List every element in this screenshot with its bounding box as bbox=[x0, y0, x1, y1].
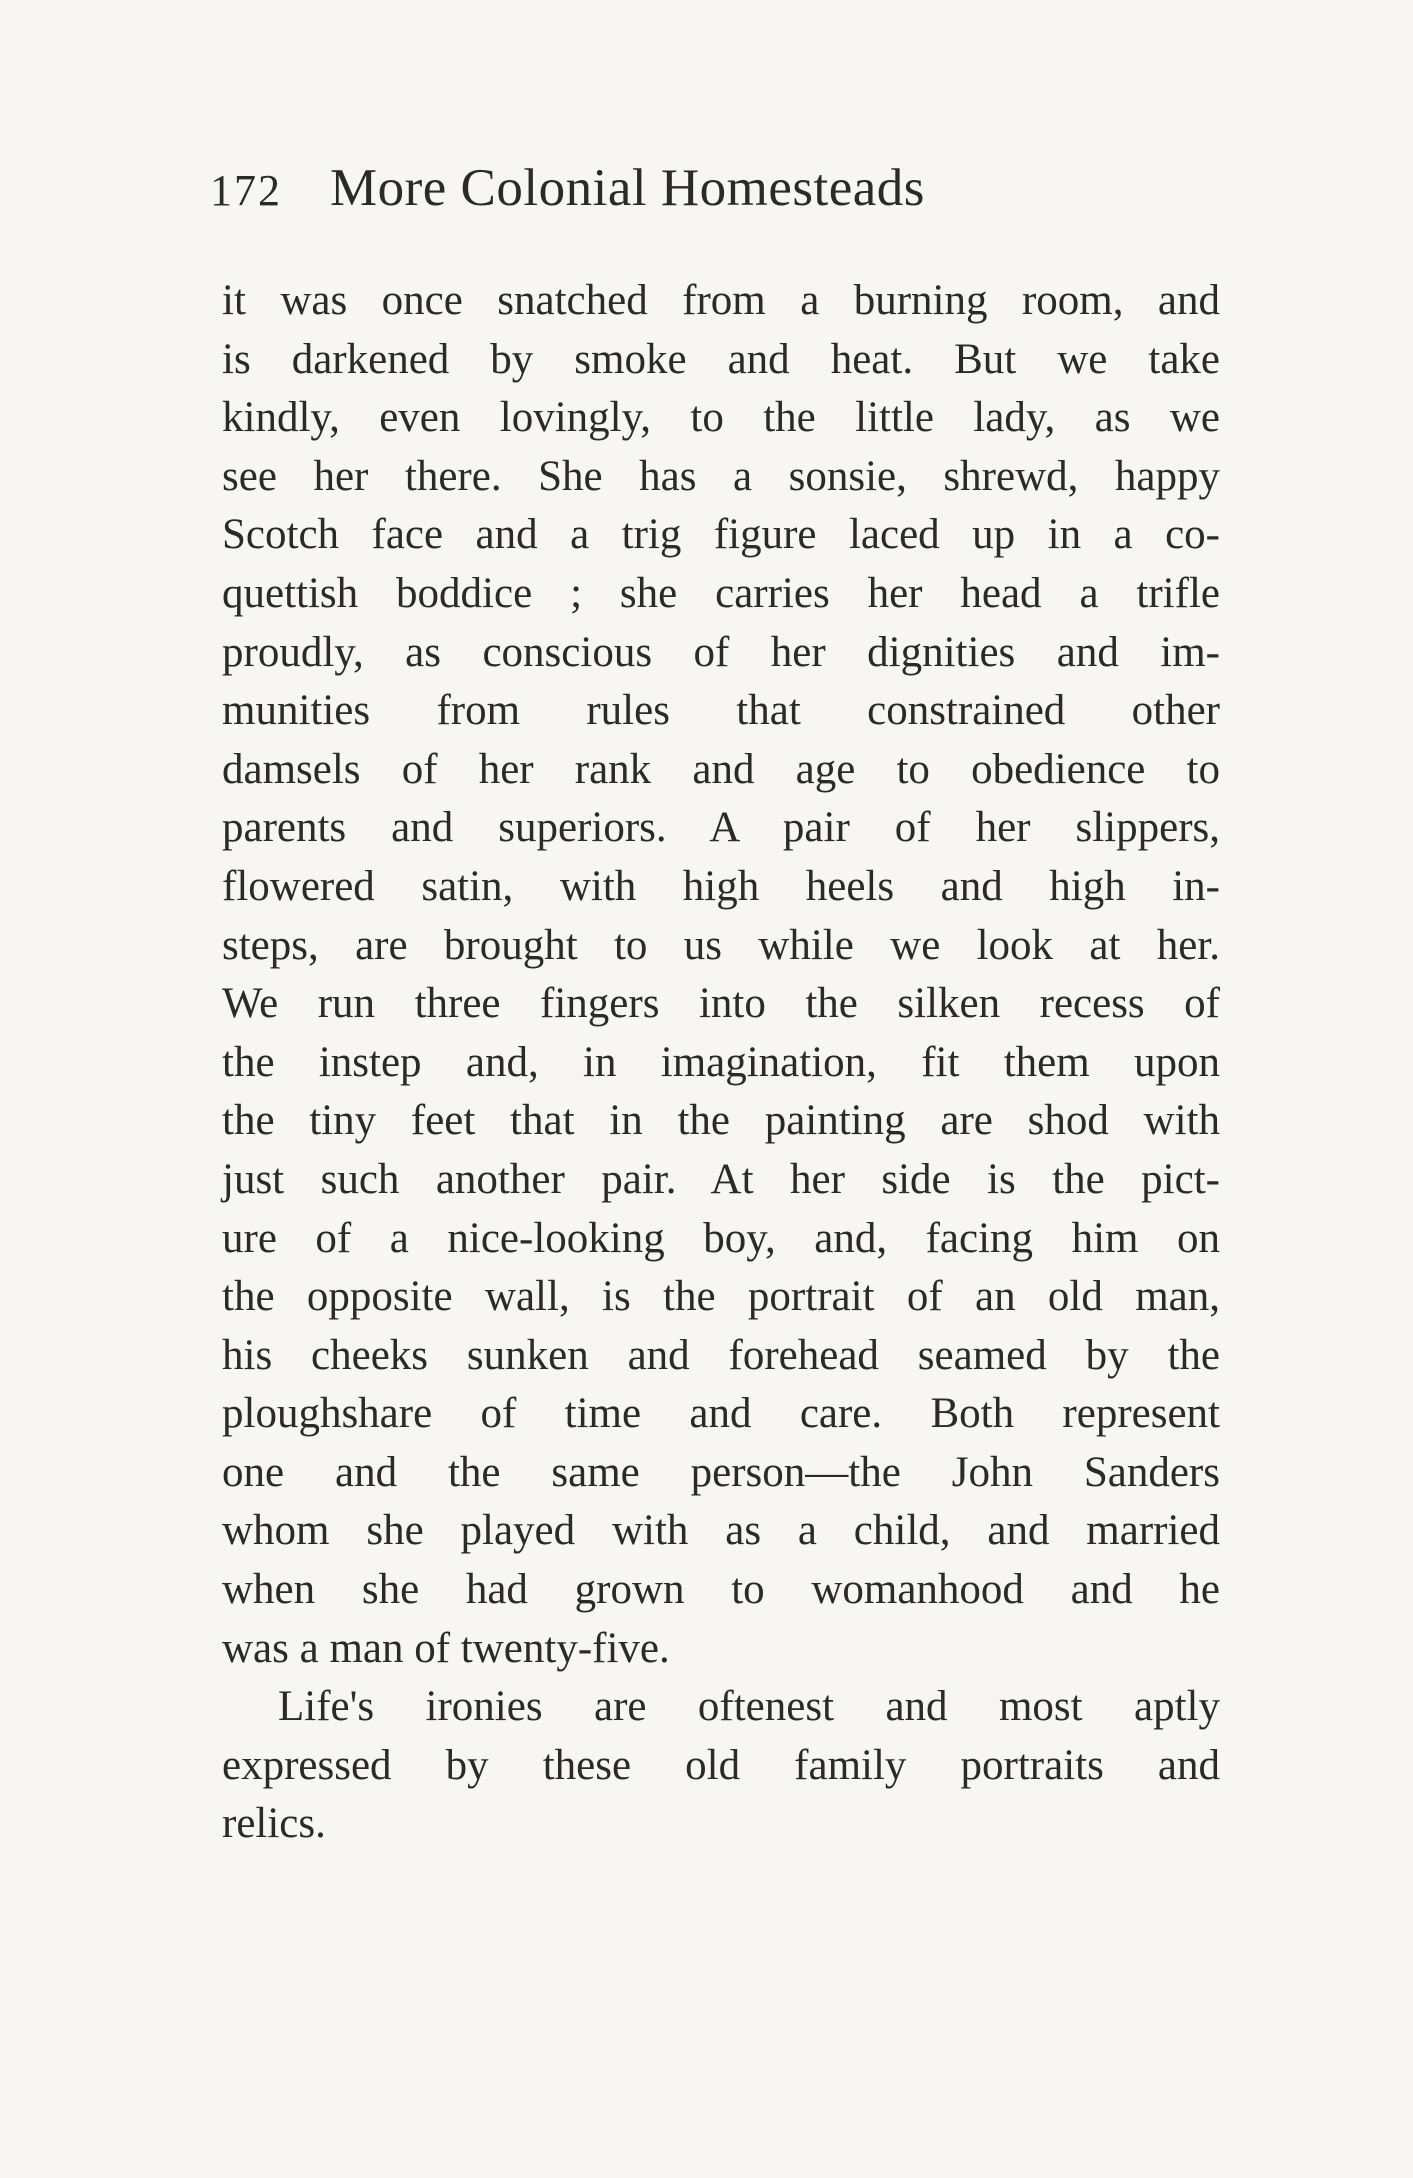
text-line: ure of a nice-looking boy, and, facing him on bbox=[222, 1214, 1220, 1262]
text-line: was a man of twenty-five. bbox=[222, 1624, 670, 1672]
text-line: proudly, as conscious of her dignities and im- bbox=[222, 628, 1220, 676]
running-title: More Colonial Homesteads bbox=[330, 159, 925, 217]
page-number: 172 bbox=[210, 166, 282, 215]
text-line: his cheeks sunken and forehead seamed by the bbox=[222, 1331, 1220, 1379]
text-line: damsels of her rank and age to obedience to bbox=[222, 745, 1220, 793]
text-line: the opposite wall, is the portrait of an old man, bbox=[222, 1273, 1220, 1321]
text-line: quettish boddice ; she carries her head a trifle bbox=[222, 569, 1220, 617]
text-line: ploughshare of time and care. Both represent bbox=[222, 1390, 1220, 1438]
running-head bbox=[210, 158, 1210, 228]
text-line: is darkened by smoke and heat. But we take bbox=[222, 335, 1220, 383]
text-line: one and the same person—the John Sanders bbox=[222, 1448, 1220, 1496]
text-line: flowered satin, with high heels and high in- bbox=[222, 862, 1220, 910]
text-line: see her there. She has a sonsie, shrewd, happy bbox=[222, 452, 1220, 500]
text-line: expressed by these old family portraits and bbox=[222, 1741, 1220, 1789]
text-line: steps, are brought to us while we look at her. bbox=[222, 921, 1220, 969]
paragraph-1 bbox=[222, 272, 1220, 1678]
text-line: relics. bbox=[222, 1800, 326, 1848]
text-line: the tiny feet that in the painting are shod with bbox=[222, 1097, 1220, 1145]
text-line: We run three fingers into the silken recess of bbox=[222, 980, 1220, 1028]
text-line: Life's ironies are oftenest and most aptly bbox=[278, 1683, 1220, 1731]
text-line: munities from rules that constrained other bbox=[222, 687, 1220, 735]
text-line: it was once snatched from a burning room, and bbox=[222, 277, 1220, 324]
text-line: kindly, even lovingly, to the little lady, as we bbox=[222, 394, 1220, 442]
text-line: the instep and, in imagination, fit them upon bbox=[222, 1038, 1220, 1086]
text-line: just such another pair. At her side is the pict- bbox=[222, 1155, 1220, 1203]
text-line: when she had grown to womanhood and he bbox=[222, 1566, 1220, 1614]
paragraph-2 bbox=[222, 1678, 1220, 1854]
text-line: Scotch face and a trig figure laced up in a co- bbox=[222, 511, 1220, 559]
body-text bbox=[222, 272, 1220, 1854]
text-line: whom she played with as a child, and married bbox=[222, 1507, 1220, 1555]
text-line: parents and superiors. A pair of her slippers, bbox=[222, 804, 1220, 852]
